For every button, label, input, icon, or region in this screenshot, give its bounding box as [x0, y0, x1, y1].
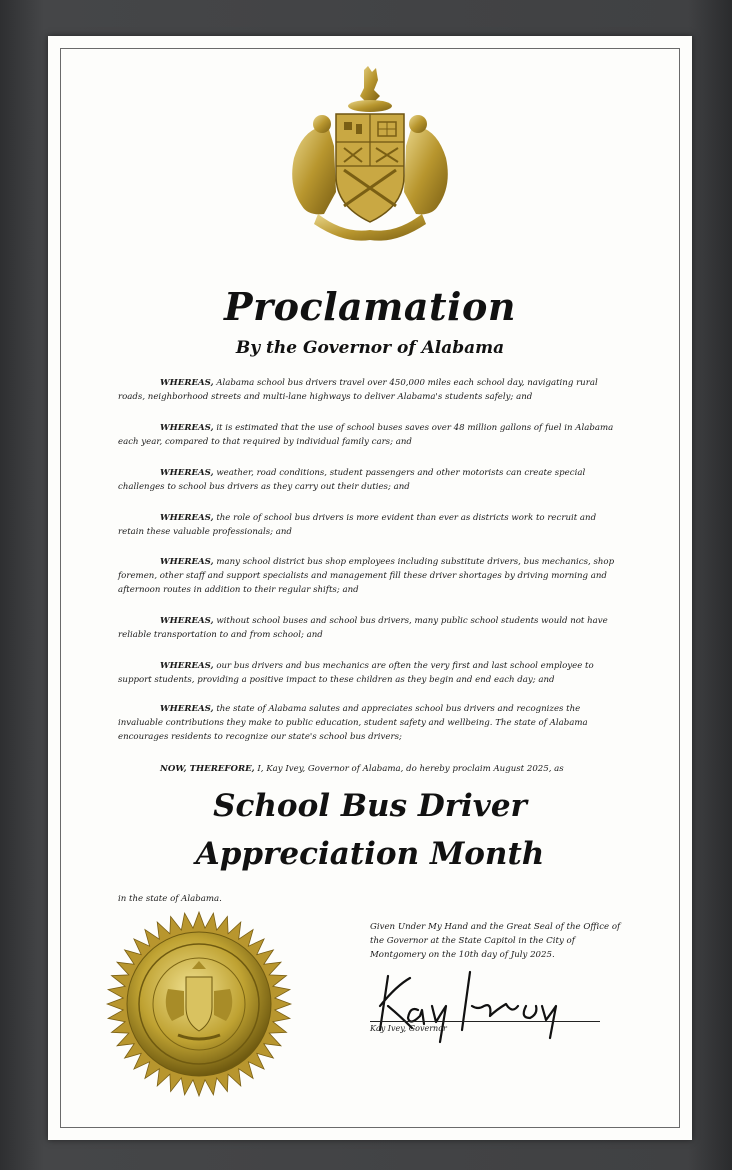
whereas-keyword: WHEREAS,	[160, 661, 214, 671]
honor-title-line-2: Appreciation Month	[195, 836, 545, 872]
whereas-keyword: WHEREAS,	[160, 468, 214, 478]
whereas-clause	[118, 659, 622, 687]
whereas-text: without school buses and school bus drivers, many public school students would not have reliable transportation to and from school; and	[118, 616, 608, 640]
therefore-text: I, Kay Ivey, Governor of Alabama, do hereby proclaim August 2025, as	[257, 764, 564, 774]
whereas-keyword: WHEREAS,	[160, 513, 214, 523]
proclamation-title: Proclamation	[224, 284, 516, 329]
whereas-keyword: WHEREAS,	[160, 423, 214, 433]
whereas-clause	[118, 421, 622, 449]
whereas-keyword: WHEREAS,	[160, 616, 214, 626]
whereas-text: our bus drivers and bus mechanics are often the very first and last school employee to support students, providing a positive impact to these children as they begin and end each day; and	[118, 661, 594, 685]
given-under-hand-text: Given Under My Hand and the Great Seal of the Office of the Governor at the State Capitol in the City of Montgomery on the 10th day of July 2025.	[370, 922, 621, 960]
whereas-keyword: WHEREAS,	[160, 378, 214, 388]
in-state-text: in the state of Alabama.	[118, 894, 222, 904]
proclamation-subtitle: By the Governor of Alabama	[235, 338, 505, 358]
governor-signature-icon	[366, 966, 606, 1046]
whereas-text: weather, road conditions, student passengers and other motorists can create special challenges to school bus drivers as they carry out their duties; and	[118, 468, 586, 492]
signature-line	[370, 1021, 600, 1022]
whereas-clause	[118, 376, 622, 404]
honor-title-line-1: School Bus Driver	[213, 788, 527, 824]
whereas-text: the state of Alabama salutes and appreciates school bus drivers and recognizes the invaluable contributions they make to public education, student safety and wellbeing. The state of Alabama encourages residents to recognize our state's school bus drivers;	[118, 704, 588, 742]
whereas-clause	[118, 466, 622, 494]
therefore-keyword: NOW, THEREFORE,	[160, 764, 255, 774]
whereas-clause	[118, 511, 622, 539]
whereas-text: it is estimated that the use of school buses saves over 48 million gallons of fuel in Alabama each year, compared to that required by individual family cars; and	[118, 423, 614, 447]
whereas-keyword: WHEREAS,	[160, 704, 214, 714]
signer-name: Kay Ivey, Governor	[370, 1024, 447, 1033]
whereas-keyword: WHEREAS,	[160, 557, 214, 567]
whereas-text: Alabama school bus drivers travel over 450,000 miles each school day, navigating rural roads, neighborhood streets and multi-lane highways to deliver Alabama's students safely; and	[118, 378, 598, 402]
therefore-clause	[118, 762, 622, 776]
whereas-text: the role of school bus drivers is more evident than ever as districts work to recruit and retain these valuable professionals; and	[118, 513, 597, 537]
proclamation-paper	[48, 36, 692, 1140]
alabama-coat-of-arms-icon	[284, 66, 456, 242]
whereas-clause	[118, 555, 622, 597]
whereas-clause	[118, 702, 622, 744]
whereas-text: many school district bus shop employees including substitute drivers, bus mechanics, shop foremen, other staff and support specialists and management fill these driver shortages by driving morning and afternoon routes in addition to their regular shifts; and	[118, 557, 615, 595]
whereas-clause	[118, 614, 622, 642]
great-seal-icon	[106, 911, 292, 1097]
